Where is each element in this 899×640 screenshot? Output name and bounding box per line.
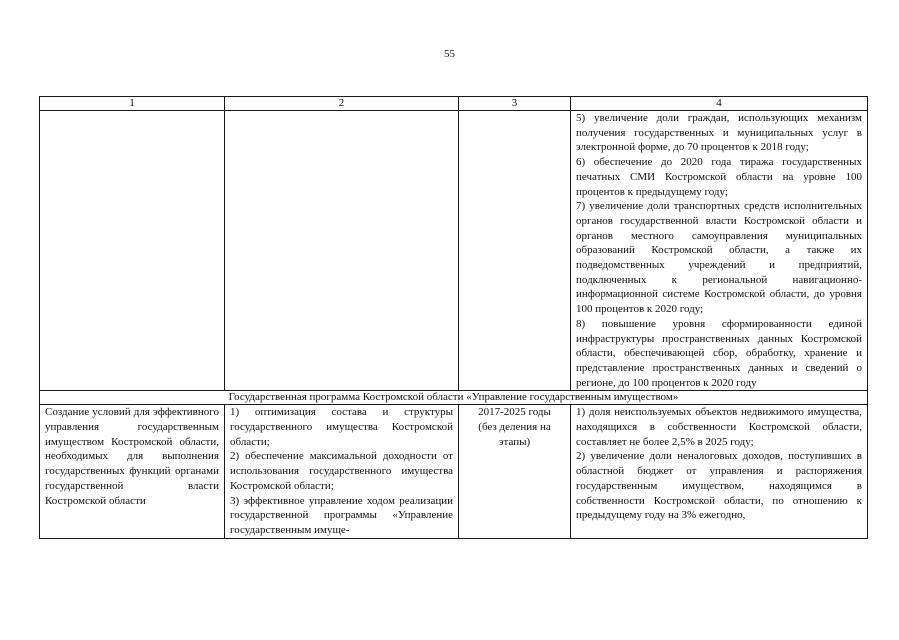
period-note: (без деления на этапы) bbox=[478, 421, 551, 448]
period-years: 2017-2025 годы bbox=[478, 406, 551, 419]
section-row bbox=[40, 391, 868, 405]
continuation-col-2 bbox=[225, 111, 459, 391]
section-title: Государственная программа Костромской области «Управление государственным имуществом» bbox=[40, 391, 868, 405]
header-col-2: 2 bbox=[225, 97, 459, 111]
task-3: 3) эффективное управление ходом реализации государственной программы «Управление государственным имуще- bbox=[230, 494, 453, 536]
program-row bbox=[40, 405, 868, 538]
indicator-7: 7) увеличение доли транспортных средств исполнительных органов государственной власти Костромской области и органов местного самоуправления муниципальных образований Костромской области, а также их подведомственных учреждений и предприятий, подключенных к региональной навигационно-информационной системе Костромской области, до уровня 100 процентов к 2020 году; bbox=[576, 200, 862, 316]
program-indicator-1: 1) доля неиспользуемых объектов недвижимого имущества, находящихся в собственности Костромской области, составляет не более 2,5% в 2025 году; bbox=[576, 406, 862, 448]
program-indicator-2: 2) увеличение доли неналоговых доходов, поступивших в областной бюджет от управления и распоряжения государственным имуществом, находящимся в собственности Костромской области, по отношению к предыдущему году на 3% ежегодно, bbox=[576, 450, 862, 522]
continuation-col-1 bbox=[40, 111, 225, 391]
indicator-8: 8) повышение уровня сформированности единой инфраструктуры пространственных данных Костромской области, обеспечивающей сбор, обработку, хранение и представление пространственных данных и сведений о регионе, до 100 процентов к 2020 году bbox=[576, 317, 862, 389]
header-col-4: 4 bbox=[571, 97, 868, 111]
continuation-col-3 bbox=[459, 111, 571, 391]
program-tasks bbox=[225, 405, 459, 538]
continuation-col-4 bbox=[571, 111, 868, 391]
task-2: 2) обеспечение максимальной доходности от использования государственного имущества Костромской области; bbox=[230, 450, 453, 492]
header-col-3: 3 bbox=[459, 97, 571, 111]
program-period bbox=[459, 405, 571, 538]
indicator-6: 6) обеспечение до 2020 года тиража государственных печатных СМИ Костромской области на уровне 100 процентов к предыдущему году; bbox=[576, 156, 862, 198]
indicator-5: 5) увеличение доли граждан, использующих механизм получения государственных и муниципальных услуг в электронной форме, до 70 процентов к 2018 году; bbox=[576, 112, 862, 154]
task-1: 1) оптимизация состава и структуры государственного имущества Костромской области; bbox=[230, 406, 453, 448]
program-indicators bbox=[571, 405, 868, 538]
program-goal: Создание условий для эффективного управления государственным имуществом Костромской области, необходимых для выполнения государственных функций органами государственной власти Костромской области bbox=[40, 405, 225, 538]
continuation-row bbox=[40, 111, 868, 391]
header-row bbox=[40, 97, 868, 111]
page-number: 55 bbox=[444, 48, 455, 60]
header-col-1: 1 bbox=[40, 97, 225, 111]
document-table bbox=[39, 96, 868, 539]
